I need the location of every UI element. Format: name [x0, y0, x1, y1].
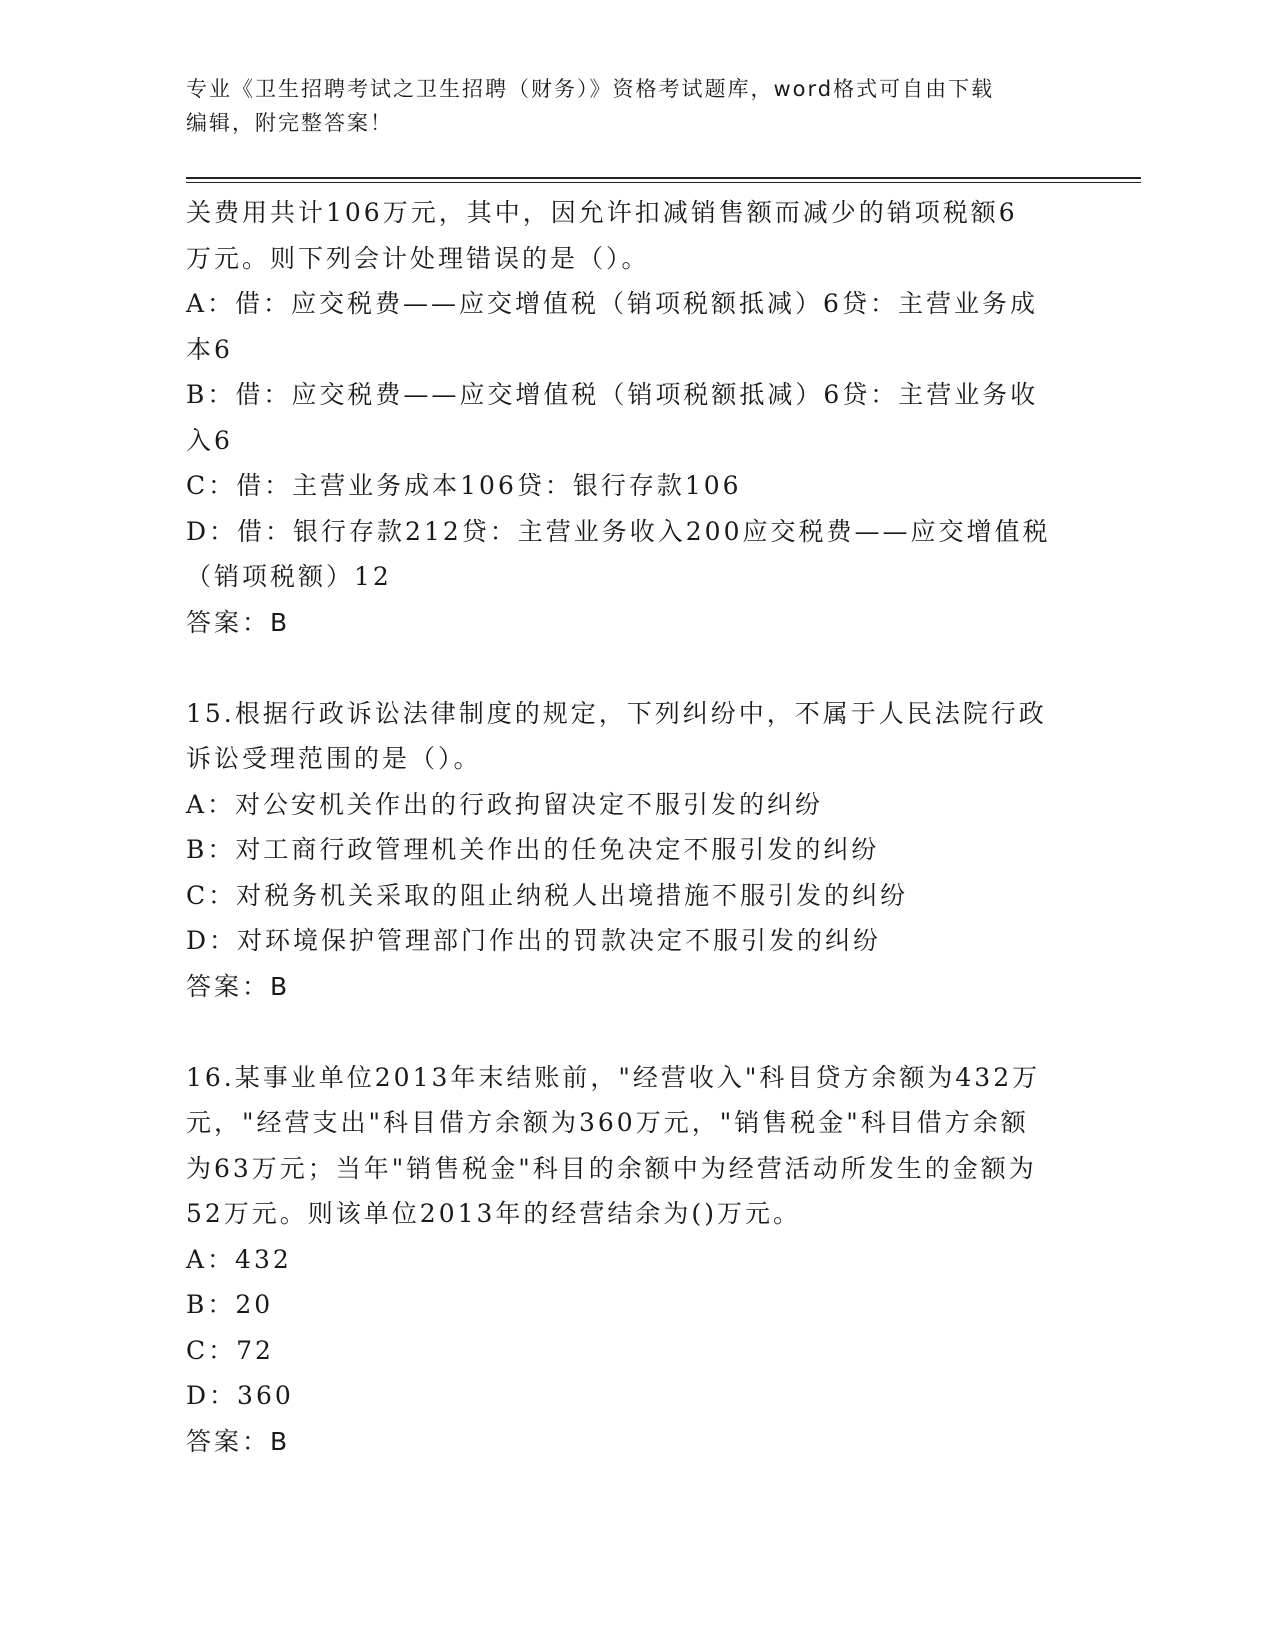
- option-d: D：借：银行存款212贷：主营业务收入200应交税费——应交增值税: [186, 516, 1051, 546]
- header-divider-thin: [186, 182, 1141, 183]
- document-header: [186, 72, 1066, 140]
- question-text: 52万元。则该单位2013年的经营结余为()万元。: [186, 1199, 801, 1228]
- header-line-1: 专业《卫生招聘考试之卫生招聘（财务）》资格考试题库，word格式可自由下载: [186, 77, 995, 101]
- question-15: [186, 691, 1076, 1010]
- answer: 答案：B: [186, 971, 291, 1001]
- option-d: D：360: [186, 1381, 294, 1410]
- question-text: 元，"经营支出"科目借方余额为360万元，"销售税金"科目借方余额: [186, 1108, 1029, 1137]
- header-divider-thick: [186, 177, 1141, 179]
- question-text: 15.根据行政诉讼法律制度的规定，下列纠纷中，不属于人民法院行政: [186, 698, 1047, 728]
- question-list: [186, 190, 1076, 1464]
- question-16: [186, 1055, 1076, 1465]
- option-d-cont: （销项税额）12: [186, 562, 392, 591]
- option-a-cont: 本6: [186, 334, 233, 364]
- option-b: B：借：应交税费——应交增值税（销项税额抵减）6贷：主营业务收: [186, 380, 1039, 409]
- answer: 答案：B: [186, 607, 291, 637]
- option-b-cont: 入6: [186, 425, 233, 455]
- option-c: C：对税务机关采取的阻止纳税人出境措施不服引发的纠纷: [186, 880, 909, 910]
- question-text: 关费用共计106万元，其中，因允许扣减销售额而减少的销项税额6: [186, 198, 1018, 227]
- option-a: A：对公安机关作出的行政拘留决定不服引发的纠纷: [186, 789, 824, 819]
- question-14: [186, 190, 1076, 645]
- option-b: B：对工商行政管理机关作出的任免决定不服引发的纠纷: [186, 835, 880, 864]
- option-b: B：20: [186, 1290, 274, 1319]
- question-text: 16.某事业单位2013年末结账前，"经营收入"科目贷方余额为432万: [186, 1062, 1041, 1092]
- option-c: C：72: [186, 1335, 274, 1365]
- option-c: C：借：主营业务成本106贷：银行存款106: [186, 471, 742, 500]
- header-line-2: 编辑，附完整答案！: [186, 111, 393, 135]
- option-d: D：对环境保护管理部门作出的罚款决定不服引发的纠纷: [186, 926, 882, 955]
- question-text: 万元。则下列会计处理错误的是（）。: [186, 243, 650, 273]
- question-text: 为63万元；当年"销售税金"科目的余额中为经营活动所发生的金额为: [186, 1153, 1037, 1183]
- option-a: A：432: [186, 1244, 292, 1274]
- answer: 答案：B: [186, 1426, 291, 1456]
- option-a: A：借：应交税费——应交增值税（销项税额抵减）6贷：主营业务成: [186, 289, 1038, 318]
- question-text: 诉讼受理范围的是（）。: [186, 744, 482, 773]
